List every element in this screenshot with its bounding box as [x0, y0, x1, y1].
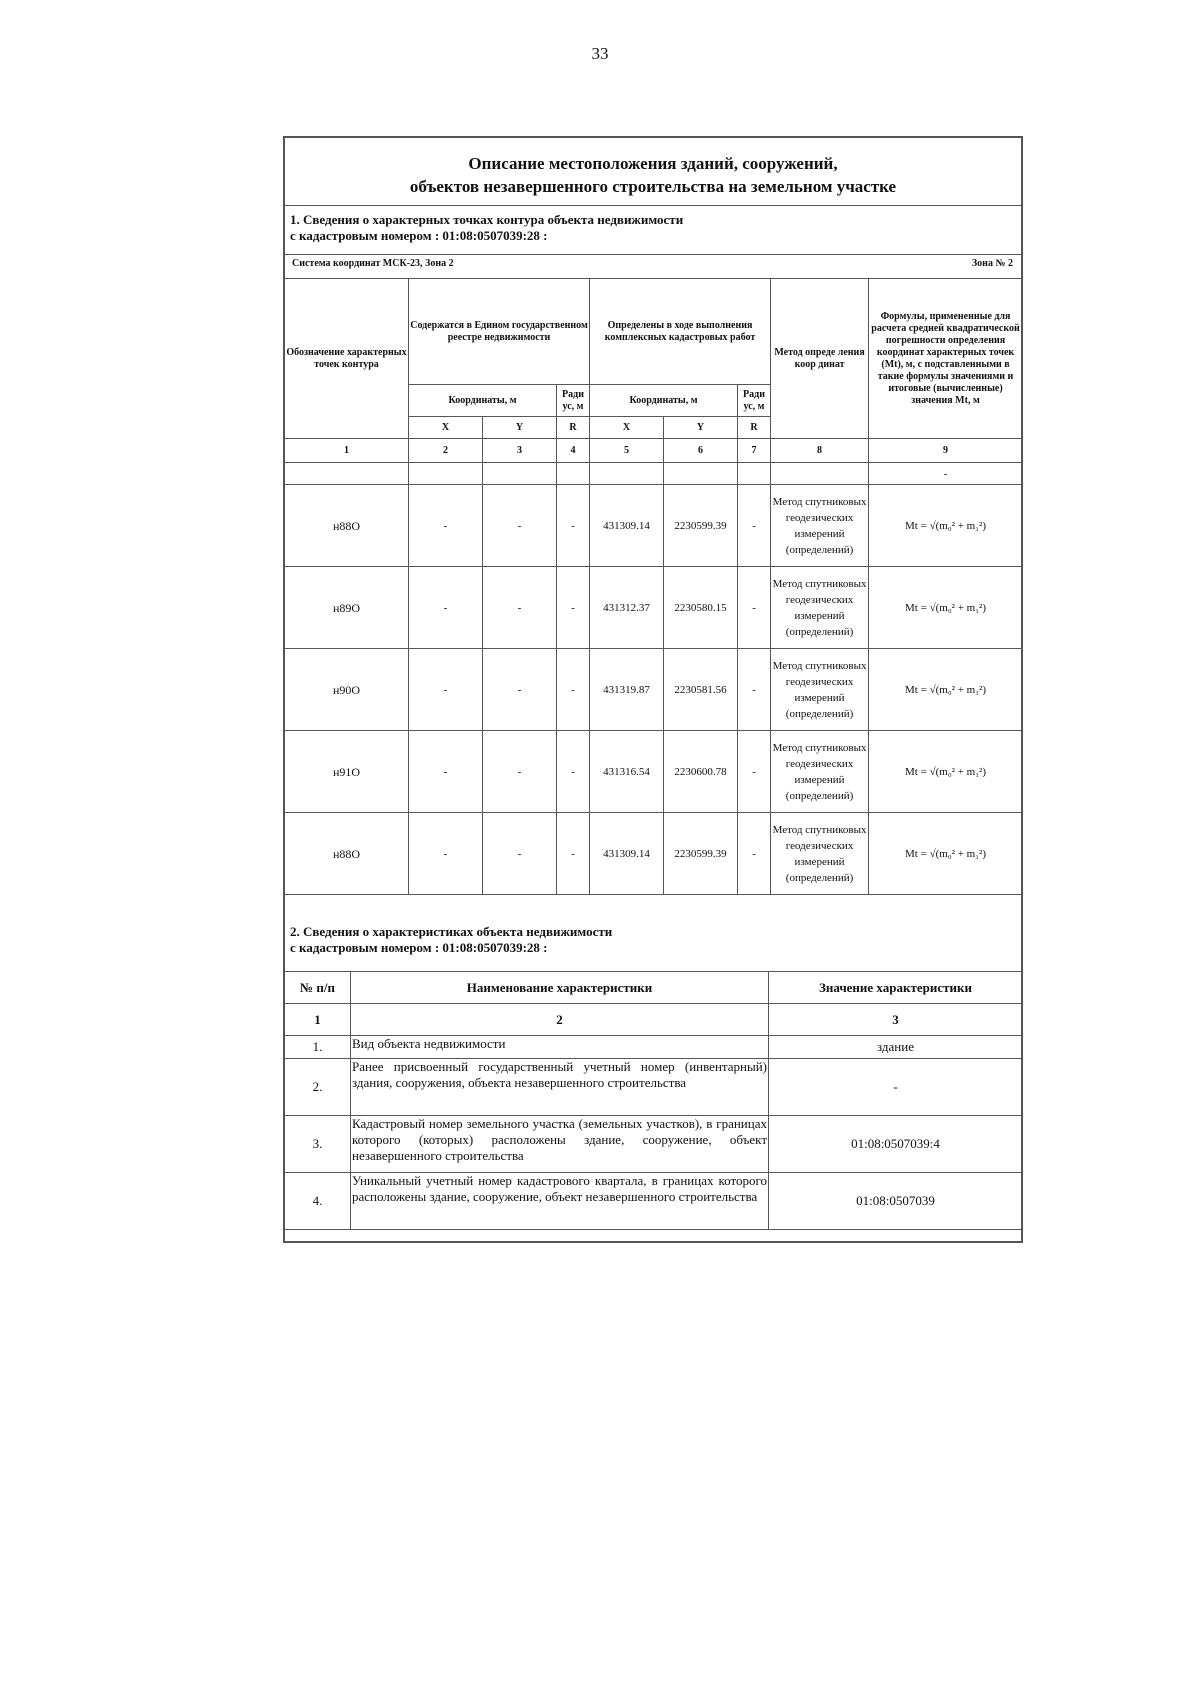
table-row	[285, 649, 1023, 731]
characteristic-value: 01:08:0507039	[769, 1173, 1023, 1230]
table-row	[285, 485, 1023, 567]
blank-cell	[738, 463, 771, 485]
title-line-2: объектов незавершенного строительства на земельном участке	[409, 177, 897, 196]
col-number: 9	[869, 439, 1023, 463]
point-id: н91О	[285, 731, 409, 813]
kkr-y: 2230599.39	[664, 485, 738, 567]
blank-cell	[590, 463, 664, 485]
col-number: 4	[557, 439, 590, 463]
col-number: 3	[483, 439, 557, 463]
egrn-r: -	[557, 485, 590, 567]
table-row	[285, 567, 1023, 649]
col-number: 8	[771, 439, 869, 463]
egrn-r: -	[557, 649, 590, 731]
characteristics-table	[284, 971, 1023, 1230]
characteristic-value: здание	[769, 1036, 1023, 1059]
characteristic-value: 01:08:0507039:4	[769, 1116, 1023, 1173]
table-row	[285, 1173, 1023, 1230]
header-coords: Координаты, м	[409, 385, 557, 417]
point-id: н88О	[285, 485, 409, 567]
header-coords: Координаты, м	[590, 385, 738, 417]
characteristic-name: Уникальный учетный номер кадастрового квартала, в границах которого расположены здание, сооружение, объект незавершенного строительства	[351, 1173, 769, 1230]
col-number: 5	[590, 439, 664, 463]
egrn-x: -	[409, 649, 483, 731]
kkr-y: 2230599.39	[664, 813, 738, 895]
header-y: Y	[483, 417, 557, 439]
blank-cell	[483, 463, 557, 485]
contour-points-table	[284, 278, 1023, 895]
formula: Mt = √(m₀² + m₁²)	[869, 813, 1023, 895]
kkr-r: -	[738, 649, 771, 731]
header-num: № п/п	[285, 972, 351, 1004]
blank-cell	[285, 463, 409, 485]
title-line-1: Описание местоположения зданий, сооружений,	[468, 154, 838, 173]
row-num: 2.	[285, 1059, 351, 1116]
header-x: X	[409, 417, 483, 439]
egrn-x: -	[409, 567, 483, 649]
method: Метод спутниковых геодезических измерений (определений)	[771, 813, 869, 895]
section1-title-line-1: 1. Сведения о характерных точках контура объекта недвижимости	[290, 212, 684, 227]
col-number: 1	[285, 1004, 351, 1036]
header-kkr: Определены в ходе выполнения комплексных кадастровых работ	[590, 279, 771, 385]
page-number: 33	[591, 44, 609, 63]
method: Метод спутниковых геодезических измерений (определений)	[771, 731, 869, 813]
kkr-x: 431316.54	[590, 731, 664, 813]
formula: Mt = √(m₀² + m₁²)	[869, 649, 1023, 731]
table-row	[285, 1036, 1023, 1059]
header-r: R	[557, 417, 590, 439]
method: Метод спутниковых геодезических измерений (определений)	[771, 567, 869, 649]
header-radius: Ради ус, м	[557, 385, 590, 417]
blank-cell	[409, 463, 483, 485]
kkr-r: -	[738, 567, 771, 649]
section2-title	[290, 924, 612, 956]
kkr-y: 2230581.56	[664, 649, 738, 731]
document-title	[285, 152, 1021, 198]
egrn-y: -	[483, 813, 557, 895]
kkr-r: -	[738, 813, 771, 895]
coordinate-system: Система координат МСК-23, Зона 2	[292, 258, 454, 269]
kkr-x: 431309.14	[590, 485, 664, 567]
header-point-designation: Обозначение характерных точек контура	[285, 279, 409, 439]
section1-title	[290, 212, 683, 244]
formula: Mt = √(m₀² + m₁²)	[869, 731, 1023, 813]
blank-cell	[664, 463, 738, 485]
table-row	[285, 731, 1023, 813]
point-id: н88О	[285, 813, 409, 895]
egrn-x: -	[409, 485, 483, 567]
egrn-y: -	[483, 649, 557, 731]
characteristic-name: Ранее присвоенный государственный учетный номер (инвентарный) здания, сооружения, объекта незавершенного строительства	[351, 1059, 769, 1116]
characteristic-name: Кадастровый номер земельного участка (земельных участков), в границах которого (которых) расположены здание, сооружение, объект незавершенного строительства	[351, 1116, 769, 1173]
egrn-r: -	[557, 731, 590, 813]
col-number: 6	[664, 439, 738, 463]
table-row	[285, 813, 1023, 895]
document-frame	[283, 136, 1023, 1243]
header-method: Метод опреде ления коор динат	[771, 279, 869, 439]
kkr-r: -	[738, 731, 771, 813]
egrn-y: -	[483, 485, 557, 567]
divider	[285, 254, 1021, 255]
egrn-r: -	[557, 813, 590, 895]
blank-cell	[557, 463, 590, 485]
section2-title-line-2: с кадастровым номером : 01:08:0507039:28 :	[290, 940, 548, 955]
table-row	[285, 1059, 1023, 1116]
row-num: 3.	[285, 1116, 351, 1173]
characteristic-value: -	[769, 1059, 1023, 1116]
kkr-y: 2230580.15	[664, 567, 738, 649]
blank-cell	[771, 463, 869, 485]
table-row	[285, 1116, 1023, 1173]
header-r: R	[738, 417, 771, 439]
egrn-y: -	[483, 731, 557, 813]
col-number: 3	[769, 1004, 1023, 1036]
section2-title-line-1: 2. Сведения о характеристиках объекта недвижимости	[290, 924, 613, 939]
zone-label: Зона № 2	[971, 258, 1013, 269]
kkr-x: 431319.87	[590, 649, 664, 731]
method: Метод спутниковых геодезических измерений (определений)	[771, 649, 869, 731]
kkr-r: -	[738, 485, 771, 567]
formula: Mt = √(m₀² + m₁²)	[869, 485, 1023, 567]
egrn-y: -	[483, 567, 557, 649]
header-egrn: Содержатся в Едином государственном реестре недвижимости	[409, 279, 590, 385]
kkr-x: 431312.37	[590, 567, 664, 649]
col-number: 2	[409, 439, 483, 463]
header-y: Y	[664, 417, 738, 439]
egrn-x: -	[409, 813, 483, 895]
egrn-x: -	[409, 731, 483, 813]
col-number: 2	[351, 1004, 769, 1036]
col-number: 7	[738, 439, 771, 463]
characteristic-name: Вид объекта недвижимости	[351, 1036, 769, 1059]
blank-row-dash: -	[869, 463, 1023, 485]
row-num: 4.	[285, 1173, 351, 1230]
method: Метод спутниковых геодезических измерений (определений)	[771, 485, 869, 567]
formula: Mt = √(m₀² + m₁²)	[869, 567, 1023, 649]
row-num: 1.	[285, 1036, 351, 1059]
point-id: н90О	[285, 649, 409, 731]
divider	[285, 205, 1021, 206]
kkr-x: 431309.14	[590, 813, 664, 895]
header-name: Наименование характеристики	[351, 972, 769, 1004]
egrn-r: -	[557, 567, 590, 649]
header-formulas: Формулы, примененные для расчета средней квадратической погрешности определения координат характерных точек (Mt), м, с подставленными в такие формулы значениями и итоговые (вычисленные) значения Mt, м	[869, 279, 1023, 439]
section1-title-line-2: с кадастровым номером : 01:08:0507039:28 :	[290, 228, 548, 243]
kkr-y: 2230600.78	[664, 731, 738, 813]
header-radius: Ради ус, м	[738, 385, 771, 417]
header-x: X	[590, 417, 664, 439]
col-number: 1	[285, 439, 409, 463]
header-value: Значение характеристики	[769, 972, 1023, 1004]
point-id: н89О	[285, 567, 409, 649]
